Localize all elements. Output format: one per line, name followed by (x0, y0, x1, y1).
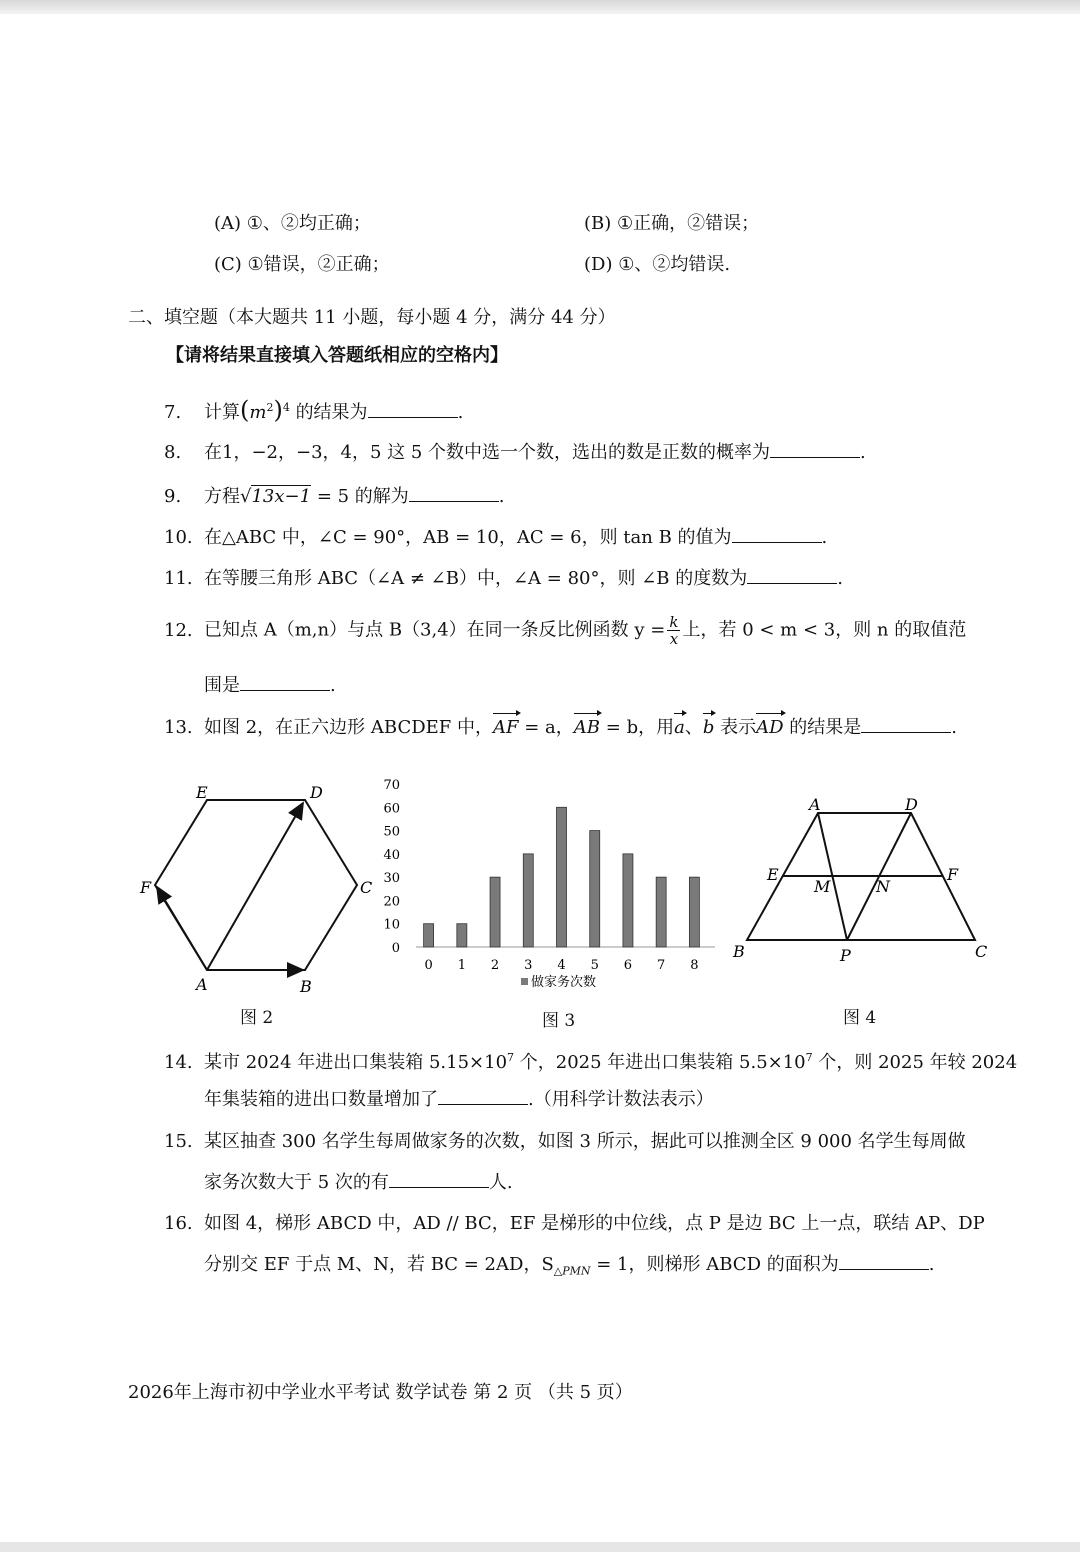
q16-answer-blank[interactable] (839, 1253, 929, 1270)
hex-label-c: C (360, 878, 373, 897)
q12-text-b: 上，若 0 < m < 3，则 n 的取值范 (682, 619, 967, 641)
x-tick-label: 4 (557, 958, 566, 973)
question-16 (164, 1212, 985, 1236)
q10-answer-blank[interactable] (732, 526, 822, 543)
x-tick-label: 1 (457, 958, 466, 973)
bar (557, 807, 567, 947)
q7-text-a: 计算 (204, 402, 240, 423)
x-tick-label: 8 (690, 958, 699, 973)
q11-answer-blank[interactable] (747, 567, 837, 584)
q14-number: 14. (164, 1052, 193, 1073)
x-tick-label: 5 (590, 958, 599, 973)
bar (656, 877, 666, 947)
q8-number: 8. (164, 442, 182, 463)
trap-label-m: M (814, 877, 831, 896)
q13-vector-ad: AD (756, 717, 784, 738)
top-edge (0, 0, 1080, 14)
q14-answer-blank[interactable] (438, 1088, 528, 1105)
question-12-line2: 围是 . (204, 675, 336, 696)
q7-number: 7. (164, 402, 182, 423)
hex-label-b: B (300, 977, 312, 996)
q12-text-a: 已知点 A（m,n）与点 B（3,4）在同一条反比例函数 y = (204, 619, 666, 641)
trap-label-f: F (947, 865, 959, 884)
q11-text: 在等腰三角形 ABC（∠A ≠ ∠B）中，∠A = 80°，则 ∠B 的度数为 (204, 568, 748, 589)
q9-text-b: = 5 的解为 (316, 486, 409, 507)
q13-vector-ab: AB (573, 717, 601, 738)
bar (623, 854, 633, 947)
y-tick-label: 0 (391, 941, 400, 956)
q13-vector-af: AF (493, 717, 519, 738)
q14-text-a: 某市 2024 年进出口集装箱 5.15×10 (204, 1052, 508, 1073)
q9-answer-blank[interactable] (409, 485, 499, 502)
question-12 (164, 614, 966, 647)
x-tick-label: 7 (657, 958, 666, 973)
hex-label-a: A (196, 975, 208, 994)
bar (490, 877, 500, 947)
bar (523, 854, 533, 947)
y-tick-label: 70 (383, 778, 400, 793)
x-tick-label: 0 (424, 958, 433, 973)
option-c: (C) ①错误，②正确； (214, 254, 390, 275)
q13-number: 13. (164, 717, 193, 738)
q14-text-c: 个，则 2025 年较 2024 (812, 1052, 1018, 1073)
q15-text-line2b: 人. (488, 1172, 513, 1193)
figure-2-hexagon (130, 775, 380, 1000)
y-tick-label: 10 (383, 917, 400, 933)
q13-text-a: 如图 2，在正六边形 ABCDEF 中， (204, 717, 494, 738)
q12-answer-blank[interactable] (240, 674, 330, 691)
legend-label: 做家务次数 (531, 975, 597, 990)
section-instruction: 【请将结果直接填入答题纸相应的空格内】 (166, 345, 508, 366)
q10-number: 10. (164, 527, 193, 548)
q9-radicand: 13x−1 (251, 486, 312, 507)
q15-answer-blank[interactable] (389, 1171, 489, 1188)
page-footer: 2026年上海市初中学业水平考试 数学试卷 第 2 页 （共 5 页） (128, 1382, 633, 1403)
x-tick-label: 2 (490, 958, 500, 973)
question-9: 9. 方程√13x−1 = 5 的解为 . (164, 486, 505, 507)
y-tick-label: 60 (383, 801, 400, 817)
bar (590, 831, 600, 947)
trap-label-n: N (876, 877, 890, 896)
question-15-line2 (204, 1171, 513, 1195)
q8-text: 在1，−2，−3，4，5 这 5 个数中选一个数，选出的数是正数的概率为 (204, 442, 771, 463)
q16-text-line2b: = 1，则梯形 ABCD 的面积为 (590, 1254, 839, 1275)
legend-swatch (521, 978, 528, 985)
q15-text-a: 某区抽查 300 名学生每周做家务的次数，如图 3 所示，据此可以推测全区 9 000 名学生每周做 (204, 1131, 966, 1152)
section-title: 二、填空题（本大题共 11 小题，每小题 4 分，满分 44 分） (128, 307, 616, 328)
q16-number: 16. (164, 1213, 193, 1234)
bar (689, 877, 699, 947)
x-tick-label: 6 (623, 958, 633, 973)
trap-label-c: C (975, 942, 988, 961)
q12-number: 12. (164, 619, 193, 641)
question-8: 8. 在1，−2，−3，4，5 这 5 个数中选一个数，选出的数是正数的概率为 . (164, 442, 866, 463)
q12-fraction: $\frac{k}{x}$ (669, 613, 679, 648)
figure-4-trapezoid (725, 790, 995, 970)
q12-text-line2: 围是 (204, 675, 240, 696)
bar (424, 924, 434, 947)
option-b: (B) ①正确，②错误； (584, 213, 760, 234)
q14-text-line2b: .（用科学计数法表示） (528, 1089, 714, 1110)
q9-number: 9. (164, 486, 182, 507)
y-tick-label: 50 (383, 824, 400, 840)
q10-text: 在△ABC 中，∠C = 90°，AB = 10，AC = 6，则 tan B 的值为 (204, 527, 732, 548)
q16-text-line2a: 分别交 EF 于点 M、N，若 BC = 2AD，S (204, 1254, 554, 1275)
y-tick-label: 30 (383, 871, 400, 887)
figure-4-caption: 图 4 (843, 1008, 877, 1028)
q7-answer-blank[interactable] (368, 401, 458, 418)
q11-number: 11. (164, 568, 193, 589)
question-7: 7. 计算$(m^2)^4$ 的结果为 . (164, 396, 464, 424)
hex-label-e: E (196, 783, 208, 802)
q9-text-a: 方程 (204, 486, 240, 507)
question-10: 10. 在△ABC 中，∠C = 90°，AB = 10，AC = 6，则 tan B 的值为 . (164, 527, 828, 548)
question-11: 11. 在等腰三角形 ABC（∠A ≠ ∠B）中，∠A = 80°，则 ∠B 的度数为 . (164, 568, 843, 589)
hex-label-f: F (140, 878, 152, 897)
trap-label-b: B (733, 942, 745, 961)
question-13: 13. 如图 2，在正六边形 ABCDEF 中，AF = a，AB = b，用a、b 表示AD 的结果是 . (164, 717, 957, 738)
trap-label-p: P (840, 946, 851, 965)
figure-2-caption: 图 2 (240, 1008, 274, 1028)
question-16-line2: 分别交 EF 于点 M、N，若 BC = 2AD，$S_{\triangle PMN} = 1$，则梯形 ABCD 的面积为 . (204, 1254, 935, 1278)
q16-text-a: 如图 4，梯形 ABCD 中，AD // BC，EF 是梯形的中位线，点 P 是边 BC 上一点，联结 AP、DP (204, 1213, 985, 1234)
trap-label-e: E (767, 865, 779, 884)
trap-label-a: A (809, 795, 821, 814)
option-a: (A) ①、②均正确； (214, 213, 371, 234)
q7-text-b: 的结果为 (295, 402, 368, 423)
q14-text-line2a: 年集装箱的进出口数量增加了 (204, 1089, 438, 1110)
bottom-edge (0, 1542, 1080, 1552)
q14-text-b: 个，2025 年进出口集装箱 5.5×10 (514, 1052, 806, 1073)
bar (457, 924, 467, 947)
question-14: 14. 某市 2024 年进出口集装箱 $5.15\times 10^7$ 个，2025 年进出口集装箱 $5.5\times 10^7$ 个，则 2025 年较 2024 (164, 1051, 1018, 1073)
q8-answer-blank[interactable] (770, 441, 860, 458)
question-14-line2 (204, 1088, 714, 1112)
figure-3-bar-chart (380, 772, 720, 997)
hex-label-d: D (310, 783, 323, 802)
q13-answer-blank[interactable] (861, 716, 951, 733)
question-15 (164, 1130, 966, 1154)
y-tick-label: 40 (383, 847, 400, 863)
y-tick-label: 20 (383, 894, 400, 910)
x-tick-label: 3 (524, 958, 533, 973)
q15-number: 15. (164, 1131, 193, 1152)
figure-3-caption: 图 3 (542, 1011, 576, 1031)
option-d: (D) ①、②均错误. (584, 254, 731, 275)
q15-text-line2a: 家务次数大于 5 次的有 (204, 1172, 389, 1193)
trap-label-d: D (905, 795, 918, 814)
